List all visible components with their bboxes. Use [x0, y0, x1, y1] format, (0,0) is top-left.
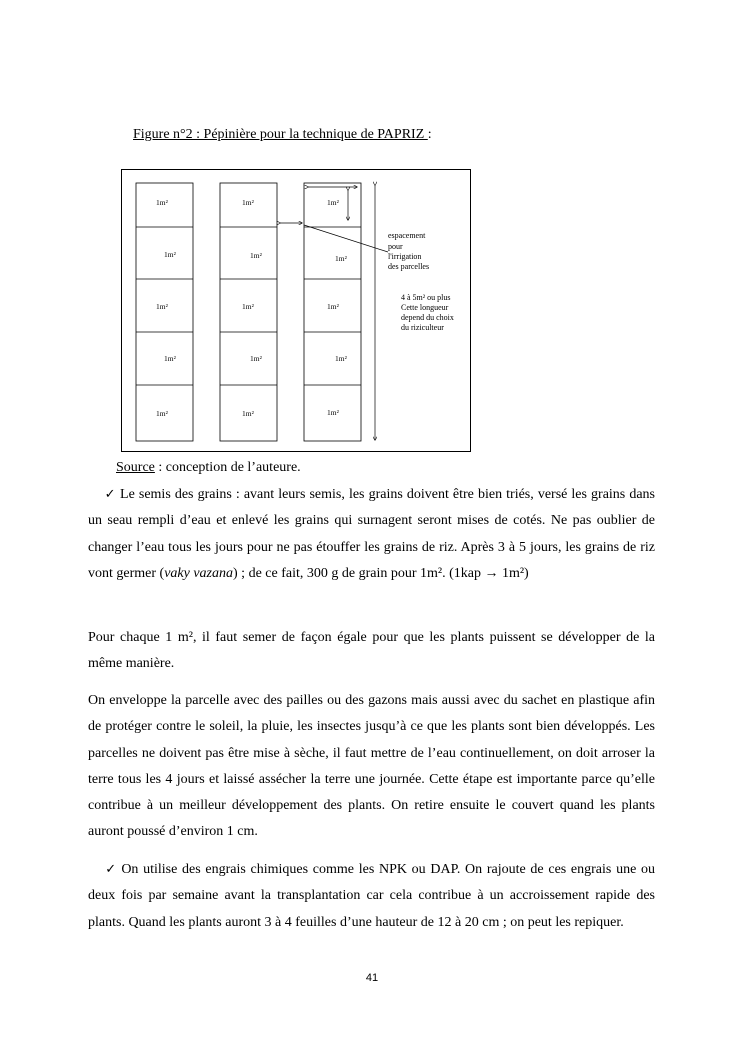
paragraph-sowing: Pour chaque 1 m², il faut semer de façon égale pour que les plants puissent se développer de la même manière. [88, 630, 655, 672]
page-number: 41 [365, 972, 379, 984]
cell-label: 1m² [156, 198, 168, 207]
cell-label: 1m² [327, 408, 339, 417]
paragraph-semis: ✓ Le semis des grains : avant leurs semis, les grains doivent être bien triés, versé les grains dans un seau rempli d’eau et enlevé les grains qui surnagent seront mises de cotés. Ne pas oublier de changer l’eau tous les jours pour ne pas étouffer les grains de riz. Après 3 à 5 jours, les grains de riz vont germer (vaky vazana) ; de ce fait, 300 g de grain pour 1m². (1kap → 1m²) [88, 487, 655, 581]
cell-label: 1m² [250, 251, 262, 260]
annotation-pointer [304, 225, 388, 252]
parcel-column-1 [136, 183, 193, 441]
figure-title: Figure n°2 : Pépinière pour la technique de PAPRIZ : [133, 127, 432, 142]
length-annotation: 4 à 5m² ou plus Cette longueur depend du choix du riziculteur [401, 293, 454, 332]
cell-label: 1m² [250, 354, 262, 363]
cell-label: 1m² [327, 198, 339, 207]
cell-label: 1m² [335, 354, 347, 363]
cell-label: 1m² [164, 250, 176, 259]
paragraph-fertilizer: ✓ On utilise des engrais chimiques comme les NPK ou DAP. On rajoute de ces engrais une ou deux fois par semaine avant la transplantation car cela contribue à un accroissement rapide des plants. Quand les plants auront 3 à 4 feuilles d’une hauteur de 12 à 20 cm ; on peut les repiquer. [88, 862, 655, 930]
parcel-column-2 [220, 183, 277, 441]
checkmark-icon: ✓ [104, 487, 117, 502]
cell-label: 1m² [156, 409, 168, 418]
cell-label: 1m² [164, 354, 176, 363]
paragraph-covering: On enveloppe la parcelle avec des pailles ou des gazons mais aussi avec du sachet en plastique afin de protéger contre le soleil, la pluie, les insectes jusqu’à ce que les plants sont bien développés. Les parcelles ne doivent pas être mise à sèche, il faut mettre de l’eau continuellement, on doit arroser la terre tous les 4 jours et laissé assécher la terre une journée. Cette étape est importante parce qu’elle contribue à un meilleur développement des plants. On retire ensuite le couvert quand les plants auront poussé d’environ 1 cm. [88, 693, 655, 840]
cell-label: 1m² [242, 302, 254, 311]
cell-label: 1m² [242, 409, 254, 418]
spacing-annotation: espacement pour l'irrigation des parcelles [388, 231, 430, 271]
cell-label: 1m² [327, 302, 339, 311]
parcel-column-3 [304, 183, 361, 441]
checkmark-icon: ✓ [104, 862, 118, 877]
nursery-diagram [121, 169, 471, 452]
figure-source: Source : conception de l’auteure. [116, 460, 301, 475]
cell-label: 1m² [156, 302, 168, 311]
cell-label: 1m² [242, 198, 254, 207]
cell-label: 1m² [335, 254, 347, 263]
diagram-canvas [122, 170, 472, 453]
